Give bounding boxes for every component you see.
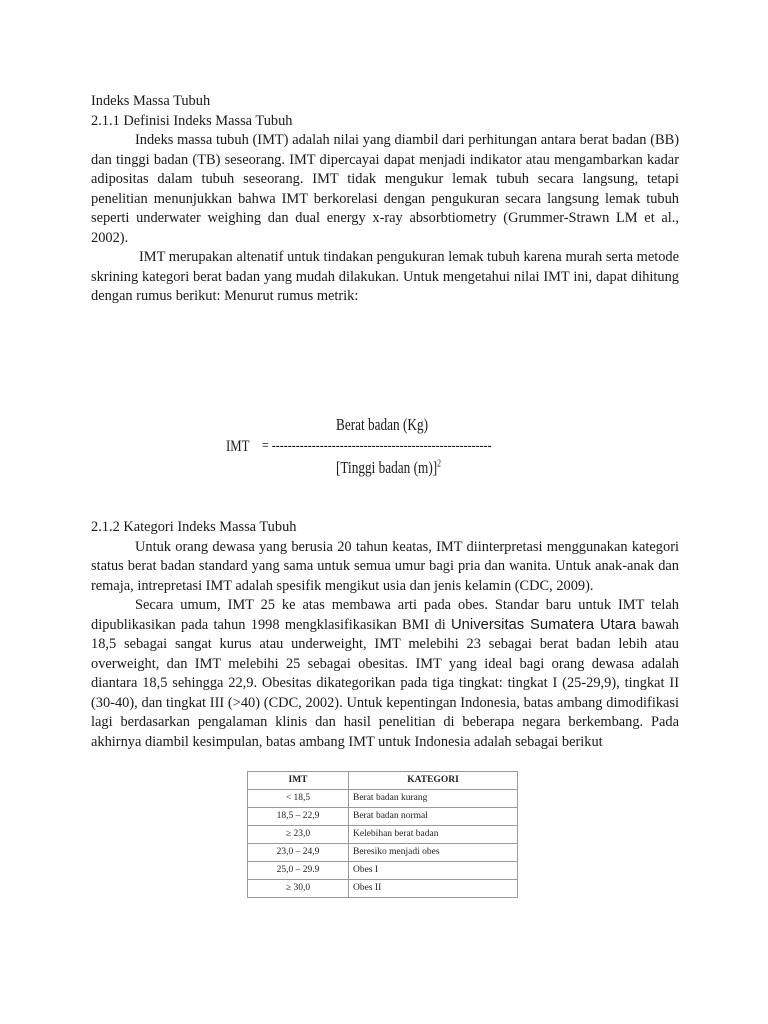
table-cell-kategori: Kelebihan berat badan bbox=[349, 826, 518, 844]
table-cell-imt: ≥ 30,0 bbox=[248, 880, 349, 898]
imt-category-table bbox=[247, 771, 518, 898]
table-header-kategori: KATEGORI bbox=[349, 772, 518, 790]
section-2 bbox=[91, 518, 679, 752]
section-1-paragraph-2: IMT merupakan altenatif untuk tindakan pengukuran lemak tubuh karena murah serta metode skrining kategori berat badan yang mudah dilakukan. Untuk mengetahui nilai IMT ini, dapat dihitung dengan rumus berikut: Menurut rumus metrik: bbox=[91, 249, 679, 304]
section-1 bbox=[91, 92, 679, 307]
table-row bbox=[248, 808, 518, 826]
section-1-title: 2.1.1 Definisi Indeks Massa Tubuh bbox=[91, 112, 293, 129]
formula-denominator bbox=[336, 458, 441, 478]
table-row bbox=[248, 880, 518, 898]
table-row bbox=[248, 790, 518, 808]
table-cell-kategori: Obes I bbox=[349, 862, 518, 880]
formula-exponent: 2 bbox=[437, 458, 442, 470]
document-heading: Indeks Massa Tubuh bbox=[91, 93, 211, 109]
section-2-title: 2.1.2 Kategori Indeks Massa Tubuh bbox=[91, 519, 297, 535]
table-cell-imt: 23,0 – 24,9 bbox=[248, 844, 349, 862]
table-cell-kategori: Berat badan normal bbox=[349, 808, 518, 826]
section-1-paragraph-1: Indeks massa tubuh (IMT) adalah nilai yang diambil dari perhitungan antara berat badan (BB) dan tinggi badan (TB) seseorang. IMT dipercayai dapat menjadi indikator atau mengambarkan kadar adipositas dalam tubuh seseorang. IMT tidak mengukur lemak tubuh secara langsung, tetapi penelitian menunjukkan bahwa IMT berkorelasi dengan pengukuran secara langsung lemak tubuh seperti underwater weighing dan dual energy x-ray absorbtiometry (Grummer-Strawn LM et al., 2002). bbox=[91, 132, 679, 246]
section-2-paragraph-2 bbox=[91, 596, 679, 752]
formula-lhs: IMT bbox=[226, 438, 250, 455]
section-2-paragraph-1: Untuk orang dewasa yang berusia 20 tahun keatas, IMT diinterpretasi menggunakan kategori status berat badan standard yang sama untuk semua umur bagi pria dan wanita. Untuk anak-anak dan remaja, intrepretasi IMT adalah spesifik mengikut usia dan jenis kelamin (CDC, 2009). bbox=[91, 538, 679, 594]
table-header-row bbox=[248, 772, 518, 790]
table-header-imt: IMT bbox=[248, 772, 349, 790]
formula-numerator: Berat badan (Kg) bbox=[336, 415, 429, 434]
table-cell-kategori: Beresiko menjadi obes bbox=[349, 844, 518, 862]
table-cell-imt: 25,0 – 29.9 bbox=[248, 862, 349, 880]
table-cell-kategori: Obes II bbox=[349, 880, 518, 898]
table-cell-imt: < 18,5 bbox=[248, 790, 349, 808]
section-2-paragraph-2-part-b: bawah 18,5 sebagai sangat kurus atau underweight, IMT melebihi 23 sebagai berat badan lebih atau overweight, dan IMT melebihi 25 sebagai obesitas. IMT yang ideal bagi orang dewasa adalah diantara 18,5 sehingga 22,9. Obesitas dikategorikan pada tiga tingkat: tingkat I (25-29,9), tingkat II (30-40), dan tingkat III (>40) (CDC, 2002). Untuk kepentingan Indonesia, batas ambang dimodifikasi lagi berdasarkan pengalaman klinis dan hasil penelitian di beberapa negara berkembang. Pada akhirnya diambil kesimpulan, batas ambang IMT untuk Indonesia adalah sebagai berikut bbox=[91, 616, 679, 750]
table-row bbox=[248, 844, 518, 862]
table-cell-kategori: Berat badan kurang bbox=[349, 790, 518, 808]
table-row bbox=[248, 862, 518, 880]
section-2-paragraph-2-part-a: Secara umum, IMT 25 ke atas membawa arti pada obes. Standar baru untuk IMT telah dipublikasikan pada tahun 1998 mengklasifikasikan BMI di bbox=[91, 597, 679, 633]
formula-denominator-text: [Tinggi badan (m)] bbox=[336, 458, 438, 477]
table-cell-imt: ≥ 23,0 bbox=[248, 826, 349, 844]
watermark-text: Universitas Sumatera Utara bbox=[451, 616, 637, 633]
formula-fraction-line: = ------------------------------------------------------- bbox=[262, 438, 492, 454]
table-row bbox=[248, 826, 518, 844]
table-cell-imt: 18,5 – 22,9 bbox=[248, 808, 349, 826]
